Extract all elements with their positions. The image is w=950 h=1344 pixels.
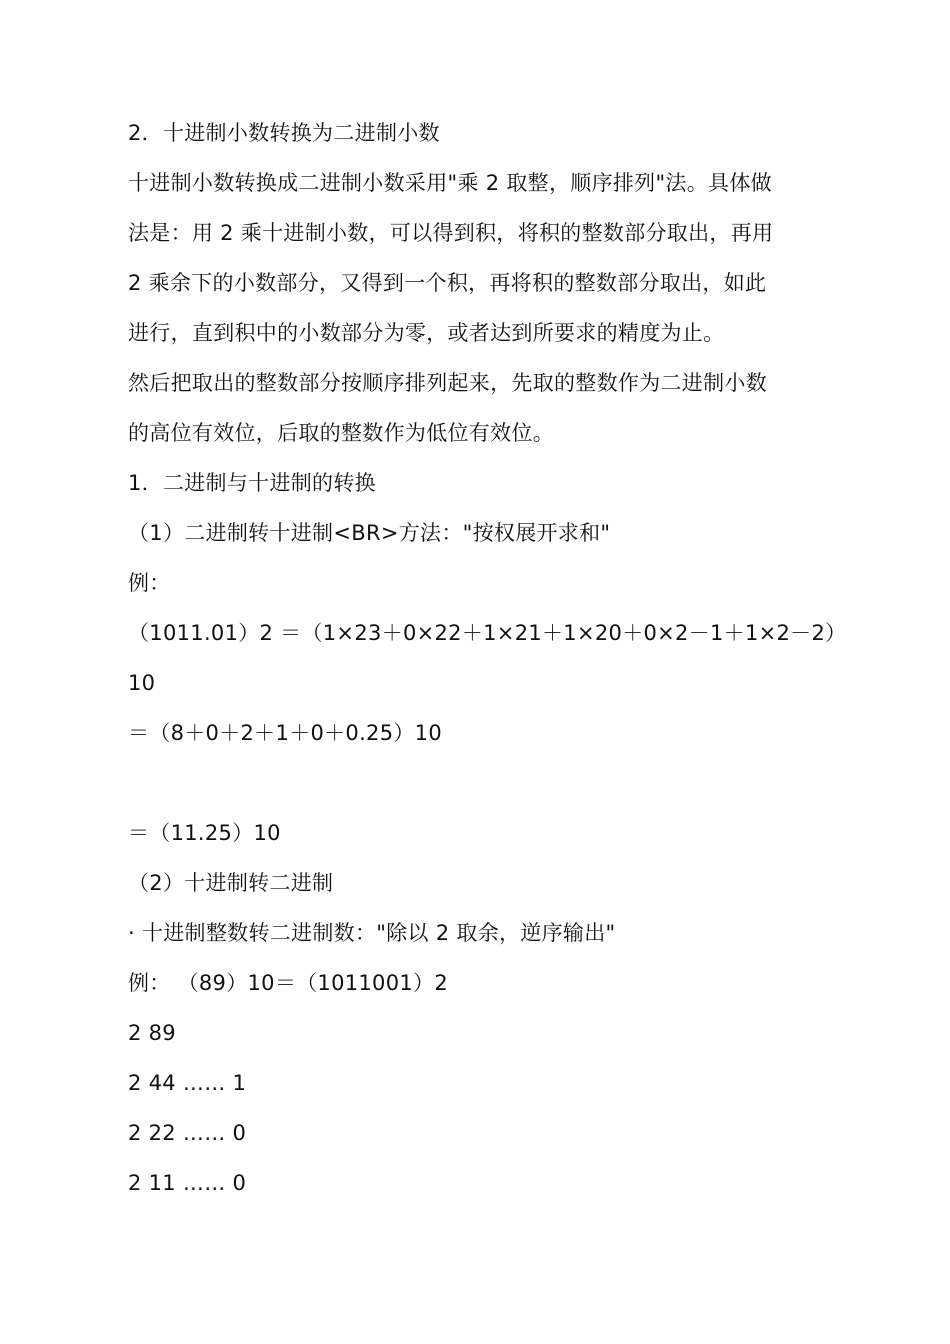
paragraph-line-4: 进行，直到积中的小数部分为零，或者达到所要求的精度为止。	[128, 321, 725, 345]
division-step-3: 2 22 …… 0	[128, 1121, 247, 1145]
formula-line-1: （1011.01）2 ＝（1×23＋0×22＋1×21＋1×20＋0×2－1＋1×2－2）	[128, 621, 847, 645]
subheading-binary-to-decimal: （1）二进制转十进制<BR>方法："按权展开求和"	[128, 521, 611, 545]
example-label: 例：	[128, 571, 171, 595]
division-step-2: 2 44 …… 1	[128, 1071, 247, 1095]
paragraph-line-1: 十进制小数转换成二进制小数采用"乘 2 取整，顺序排列"法。具体做	[128, 171, 772, 195]
paragraph-line-3: 2 乘余下的小数部分，又得到一个积，再将积的整数部分取出，如此	[128, 271, 767, 295]
section-heading-binary-decimal: 1．二进制与十进制的转换	[128, 471, 376, 495]
division-step-4: 2 11 …… 0	[128, 1171, 247, 1195]
example-89: 例： （89）10＝（1011001）2	[128, 971, 449, 995]
formula-result: ＝（11.25）10	[128, 821, 281, 845]
subheading-decimal-to-binary: （2）十进制转二进制	[128, 871, 334, 895]
section-heading-decimal-fraction: 2．十进制小数转换为二进制小数	[128, 121, 440, 145]
paragraph-line-2: 法是：用 2 乘十进制小数，可以得到积，将积的整数部分取出，再用	[128, 221, 774, 245]
paragraph-line-5: 然后把取出的整数部分按顺序排列起来，先取的整数作为二进制小数	[128, 371, 767, 395]
division-step-1: 2 89	[128, 1021, 176, 1045]
paragraph-line-6: 的高位有效位，后取的整数作为低位有效位。	[128, 421, 554, 445]
formula-line-2: 10	[128, 671, 156, 695]
bullet-integer-conversion: · 十进制整数转二进制数："除以 2 取余，逆序输出"	[128, 921, 616, 945]
formula-line-3: ＝（8＋0＋2＋1＋0＋0.25）10	[128, 721, 442, 745]
